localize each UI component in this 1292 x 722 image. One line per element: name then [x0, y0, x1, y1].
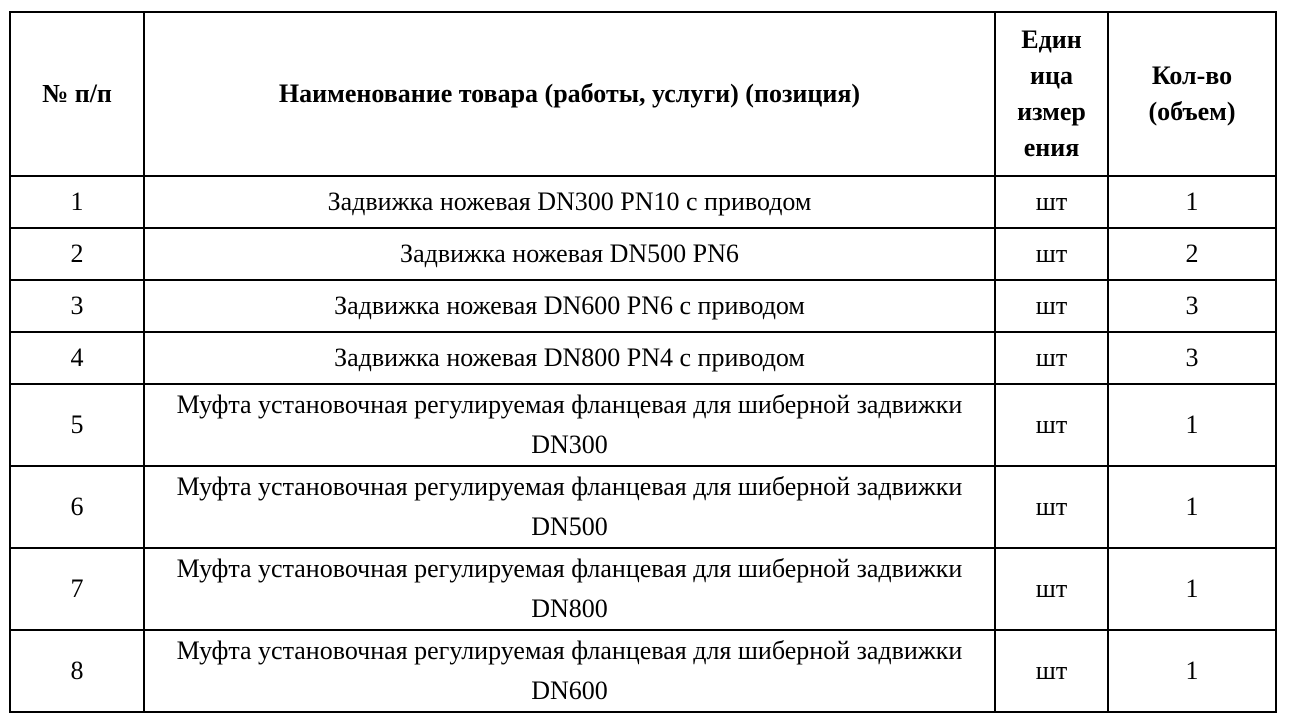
header-qty-line: (объем)	[1148, 97, 1236, 126]
specification-table	[9, 11, 1277, 713]
cell-num: 4	[10, 332, 144, 384]
cell-num: 5	[10, 384, 144, 466]
cell-qty: 1	[1108, 630, 1276, 712]
table-row	[10, 548, 1276, 630]
header-unit-line: ица	[1030, 61, 1073, 90]
table-row	[10, 630, 1276, 712]
header-unit-line: ения	[1023, 133, 1080, 162]
cell-name: Задвижка ножевая DN600 PN6 с приводом	[144, 280, 995, 332]
table-row	[10, 280, 1276, 332]
cell-name: Муфта установочная регулируемая фланцевая для шиберной задвижки DN600	[144, 630, 995, 712]
cell-unit: шт	[995, 176, 1108, 228]
cell-num: 7	[10, 548, 144, 630]
cell-name: Задвижка ножевая DN500 PN6	[144, 228, 995, 280]
cell-qty: 1	[1108, 176, 1276, 228]
table-row	[10, 176, 1276, 228]
header-qty	[1108, 12, 1276, 176]
cell-name: Муфта установочная регулируемая фланцевая для шиберной задвижки DN300	[144, 384, 995, 466]
cell-unit: шт	[995, 630, 1108, 712]
table-row	[10, 466, 1276, 548]
header-unit	[995, 12, 1108, 176]
cell-num: 6	[10, 466, 144, 548]
cell-name: Муфта установочная регулируемая фланцевая для шиберной задвижки DN500	[144, 466, 995, 548]
cell-qty: 3	[1108, 280, 1276, 332]
header-qty-line: Кол-во	[1151, 61, 1233, 90]
cell-unit: шт	[995, 332, 1108, 384]
header-num: № п/п	[10, 12, 144, 176]
cell-qty: 1	[1108, 384, 1276, 466]
cell-name: Задвижка ножевая DN300 PN10 с приводом	[144, 176, 995, 228]
cell-num: 1	[10, 176, 144, 228]
table-row	[10, 332, 1276, 384]
cell-num: 3	[10, 280, 144, 332]
cell-unit: шт	[995, 280, 1108, 332]
cell-num: 8	[10, 630, 144, 712]
header-unit-line: измер	[1017, 97, 1086, 126]
cell-qty: 2	[1108, 228, 1276, 280]
cell-unit: шт	[995, 384, 1108, 466]
cell-name: Задвижка ножевая DN800 PN4 с приводом	[144, 332, 995, 384]
cell-num: 2	[10, 228, 144, 280]
cell-unit: шт	[995, 466, 1108, 548]
cell-qty: 1	[1108, 466, 1276, 548]
cell-name: Муфта установочная регулируемая фланцевая для шиберной задвижки DN800	[144, 548, 995, 630]
cell-qty: 3	[1108, 332, 1276, 384]
cell-unit: шт	[995, 548, 1108, 630]
header-unit-line: Един	[1021, 25, 1082, 54]
cell-unit: шт	[995, 228, 1108, 280]
cell-qty: 1	[1108, 548, 1276, 630]
table-header-row	[10, 12, 1276, 176]
header-name: Наименование товара (работы, услуги) (позиция)	[144, 12, 995, 176]
table-row	[10, 228, 1276, 280]
table-row	[10, 384, 1276, 466]
